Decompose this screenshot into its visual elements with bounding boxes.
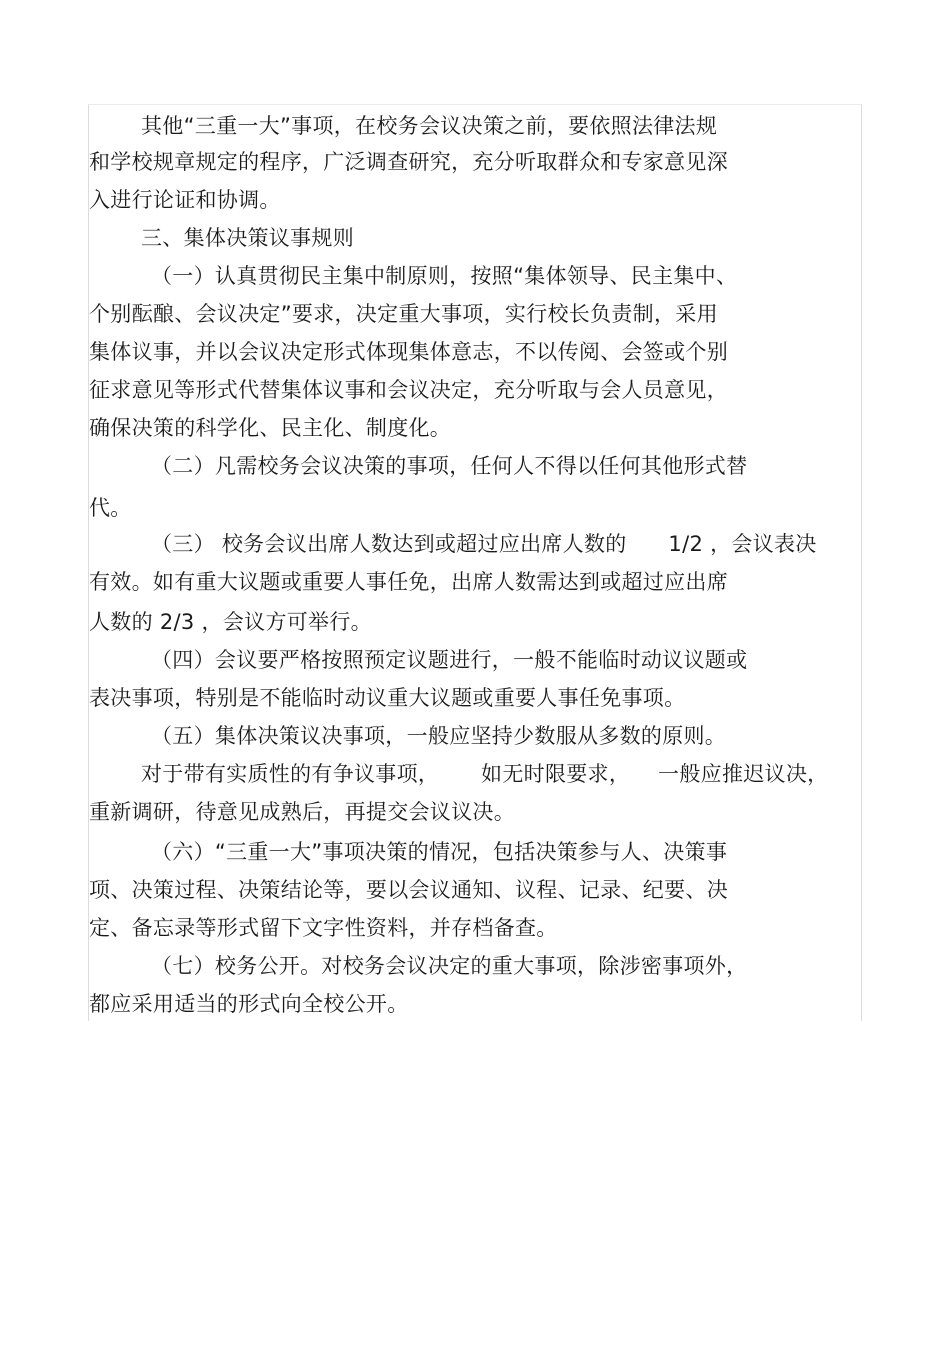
paragraph-line: 征求意见等形式代替集体议事和会议决定，充分听取与会人员意见， xyxy=(89,378,728,402)
paragraph-line: 都应采用适当的形式向全校公开。 xyxy=(89,992,409,1016)
paragraph-line: （七）校务公开。对校务会议决定的重大事项，除涉密事项外， xyxy=(151,954,748,978)
paragraph-line: 有效。如有重大议题或重要人事任免，出席人数需达到或超过应出席 xyxy=(89,570,728,594)
paragraph-line: 入进行论证和协调。 xyxy=(89,188,281,212)
paragraph-line: 表决事项，特别是不能临时动议重大议题或重要人事任免事项。 xyxy=(89,686,686,710)
paragraph-line: 项、决策过程、决策结论等，要以会议通知、议程、记录、纪要、决 xyxy=(89,878,728,902)
paragraph-line: 和学校规章规定的程序，广泛调查研究，充分听取群众和专家意见深 xyxy=(89,150,728,174)
paragraph-line: （二）凡需校务会议决策的事项，任何人不得以任何其他形式替 xyxy=(151,454,748,478)
document-page xyxy=(88,104,862,1021)
paragraph-line: 代。 xyxy=(89,496,132,520)
paragraph-line: 对于带有实质性的有争议事项， 如无时限要求， 一般应推迟议决， xyxy=(141,762,829,786)
paragraph-line: 集体议事，并以会议决定形式体现集体意志，不以传阅、会签或个别 xyxy=(89,340,728,364)
paragraph-line: 确保决策的科学化、民主化、制度化。 xyxy=(89,416,452,440)
paragraph-line: （三） 校务会议出席人数达到或超过应出席人数的 1/2 ，会议表决 xyxy=(151,532,817,556)
paragraph-line: （四）会议要严格按照预定议题进行，一般不能临时动议议题或 xyxy=(151,648,748,672)
paragraph-line: 重新调研，待意见成熟后，再提交会议议决。 xyxy=(89,800,515,824)
paragraph-line: （六）“三重一大”事项决策的情况，包括决策参与人、决策事 xyxy=(151,840,728,864)
paragraph-line: 人数的 2/3 ，会议方可举行。 xyxy=(89,610,372,634)
paragraph-line: （一）认真贯彻民主集中制原则，按照“集体领导、民主集中、 xyxy=(151,264,738,288)
paragraph-line: 定、备忘录等形式留下文字性资料，并存档备查。 xyxy=(89,916,558,940)
section-heading: 三、集体决策议事规则 xyxy=(141,226,354,250)
paragraph-line: 其他“三重一大”事项，在校务会议决策之前，要依照法律法规 xyxy=(141,114,718,138)
paragraph-line: （五）集体决策议决事项，一般应坚持少数服从多数的原则。 xyxy=(151,724,727,748)
paragraph-line: 个别酝酿、会议决定”要求，决定重大事项，实行校长负责制，采用 xyxy=(89,302,718,326)
